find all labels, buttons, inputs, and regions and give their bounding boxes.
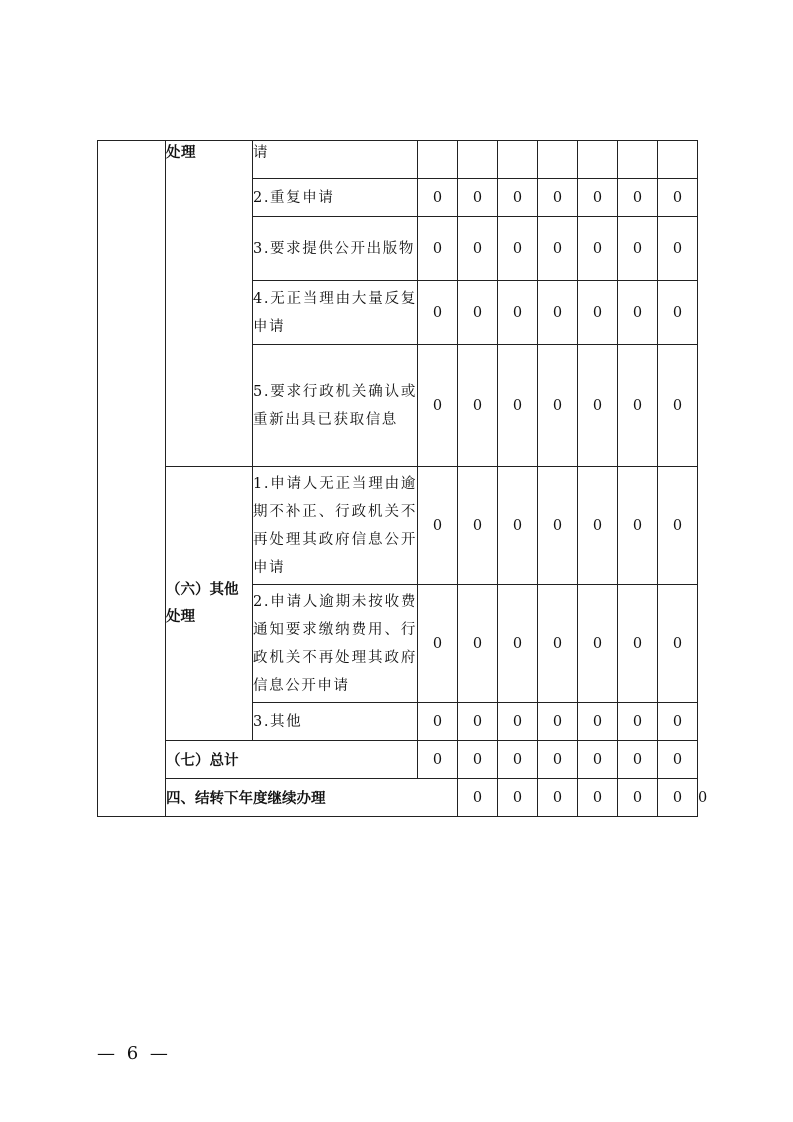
value-cell: 0: [658, 779, 698, 817]
value-cell: 0: [538, 179, 578, 217]
value-cell: 0: [658, 585, 698, 703]
value-cell: 0: [418, 281, 458, 345]
value-cell: 0: [658, 345, 698, 467]
value-cell: 0: [458, 779, 498, 817]
value-cell: 0: [538, 585, 578, 703]
value-cell: 0: [658, 703, 698, 741]
carryover-row: 四、结转下年度继续办理 0 0 0 0 0 0 0: [98, 779, 698, 817]
value-cell: 0: [458, 467, 498, 585]
value-cell: 0: [578, 779, 618, 817]
value-cell: 0: [578, 703, 618, 741]
value-cell: 0: [578, 467, 618, 585]
value-cell: 0: [498, 779, 538, 817]
value-cell: 0: [538, 467, 578, 585]
value-cell: 0: [458, 281, 498, 345]
value-cell: 0: [458, 741, 498, 779]
value-cell: 0: [578, 345, 618, 467]
row-label: 2.申请人逾期未按收费通知要求缴纳费用、行政机关不再处理其政府信息公开申请: [253, 585, 418, 703]
value-cell: 0: [618, 179, 658, 217]
value-cell: [458, 141, 498, 179]
carryover-label: 四、结转下年度继续办理: [166, 779, 458, 817]
value-cell: 0: [418, 467, 458, 585]
value-cell: 0: [658, 467, 698, 585]
value-cell: 0: [498, 741, 538, 779]
value-cell: 0: [578, 585, 618, 703]
value-cell: 0: [418, 217, 458, 281]
row-label: 请: [253, 141, 418, 179]
value-cell: 0: [498, 467, 538, 585]
value-cell: 0: [498, 179, 538, 217]
value-cell: 0: [618, 467, 658, 585]
row-label: 2.重复申请: [253, 179, 418, 217]
page-number: — 6 —: [97, 1043, 171, 1064]
value-cell: 0: [618, 217, 658, 281]
row-label: 1.申请人无正当理由逾期不补正、行政机关不再处理其政府信息公开申请: [253, 467, 418, 585]
value-cell: [578, 141, 618, 179]
total-row: [98, 741, 698, 779]
row-label: 3.其他: [253, 703, 418, 741]
value-cell: [538, 141, 578, 179]
value-cell: 0: [538, 779, 578, 817]
value-cell: [658, 141, 698, 179]
value-cell: 0: [458, 179, 498, 217]
value-cell: 0: [618, 779, 658, 817]
value-cell: 0: [498, 345, 538, 467]
value-cell: 0: [458, 345, 498, 467]
value-cell: [498, 141, 538, 179]
table-row: [98, 141, 698, 179]
value-cell: 0: [458, 703, 498, 741]
total-label: （七）总计: [166, 741, 418, 779]
value-cell: 0: [538, 217, 578, 281]
value-cell: 0: [418, 741, 458, 779]
value-cell: 0: [578, 217, 618, 281]
value-cell: 0: [658, 281, 698, 345]
value-cell: 0: [538, 703, 578, 741]
value-cell: 0: [498, 217, 538, 281]
value-cell: 0: [658, 217, 698, 281]
value-cell: 0: [458, 217, 498, 281]
value-cell: 0: [498, 703, 538, 741]
row-label: 5.要求行政机关确认或重新出具已获取信息: [253, 345, 418, 467]
value-cell: 0: [418, 179, 458, 217]
value-cell: [618, 141, 658, 179]
value-cell: 0: [578, 741, 618, 779]
value-cell: 0: [618, 585, 658, 703]
value-cell: 0: [618, 345, 658, 467]
value-cell: 0: [538, 281, 578, 345]
value-cell: 0: [458, 585, 498, 703]
category-other-processing: （六）其他处理: [166, 467, 253, 741]
value-cell: 0: [418, 585, 458, 703]
category-processing: 处理: [166, 141, 253, 467]
value-cell: 0: [418, 703, 458, 741]
disclosure-statistics-table: [97, 140, 708, 817]
value-cell: 0: [658, 741, 698, 779]
value-cell: 0: [578, 179, 618, 217]
row-label: 3.要求提供公开出版物: [253, 217, 418, 281]
value-cell: 0: [618, 703, 658, 741]
value-cell: 0: [418, 345, 458, 467]
value-cell: 0: [498, 281, 538, 345]
value-cell: 0: [498, 585, 538, 703]
row-label: 4.无正当理由大量反复申请: [253, 281, 418, 345]
blank-group-cell: [98, 141, 166, 817]
value-cell: 0: [538, 345, 578, 467]
value-cell: [418, 141, 458, 179]
table-row: [98, 467, 698, 585]
value-cell: 0: [578, 281, 618, 345]
value-cell: 0: [658, 179, 698, 217]
value-cell: 0: [538, 741, 578, 779]
value-cell: 0: [618, 281, 658, 345]
value-cell: 0: [618, 741, 658, 779]
